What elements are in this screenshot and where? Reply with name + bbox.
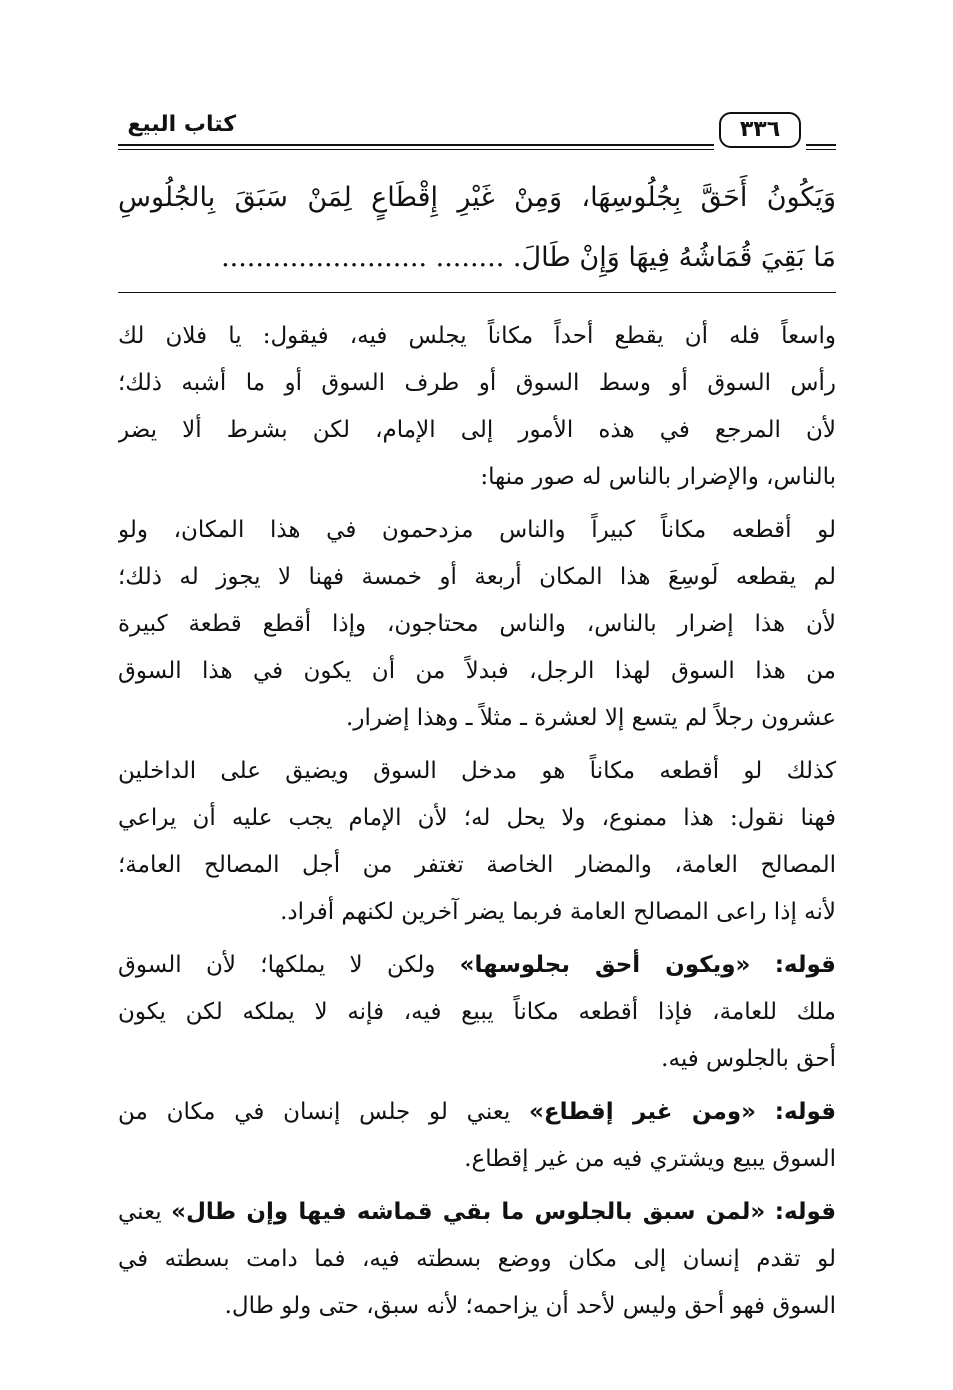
text-line xyxy=(118,1089,836,1136)
paragraph xyxy=(118,313,836,501)
text-line: لأنه إذا راعى المصالح العامة فربما يضر آخرين لكنهم أفراد. xyxy=(280,899,836,925)
text-line: لم يقطعه لَوسِعَ هذا المكان أربعة أو خمسة فهنا لا يجوز له ذلك؛ xyxy=(118,564,836,590)
paragraph xyxy=(118,507,836,742)
text-line: ملك للعامة، فإذا أقطعه مكاناً يبيع فيه، فإنه لا يملكه لكن يكون xyxy=(118,999,836,1025)
text-line xyxy=(118,942,836,989)
text-line: كذلك لو أقطعه مكاناً هو مدخل السوق ويضيق على الداخلين xyxy=(118,758,836,784)
matn-line: وَيَكُونُ أَحَقَّ بِجُلُوسِهَا، وَمِنْ غَيْرِ إِقْطَاعٍ لِمَنْ سَبَقَ بِالجُلُوسِ xyxy=(118,182,836,213)
header-rule-right xyxy=(806,144,836,146)
header-rule-left-thin xyxy=(118,149,714,150)
page-header xyxy=(118,108,836,152)
text-line: واسعاً فله أن يقطع أحداً مكاناً يجلس فيه، فيقول: يا فلان لك xyxy=(118,323,836,349)
text-run: يعني لو جلس إنسان في مكان من xyxy=(118,1099,511,1125)
text-line: لو أقطعه مكاناً كبيراً والناس مزدحمون في هذا المكان، ولو xyxy=(118,517,836,543)
matn-quote: «ويكون أحق بجلوسها» xyxy=(459,952,751,978)
qawluh-label: قوله: xyxy=(774,1099,836,1125)
matn-text xyxy=(118,168,836,288)
text-line: من هذا السوق لهذا الرجل، فبدلاً من أن يكون في هذا السوق xyxy=(118,658,836,684)
text-line: المصالح العامة، والمضار الخاصة تغتفر من أجل المصالح العامة؛ xyxy=(118,852,836,878)
text-line: رأس السوق أو وسط السوق أو طرف السوق أو ما أشبه ذلك؛ xyxy=(118,370,836,396)
matn-line: مَا بَقِيَ قُمَاشُهُ فِيهَا وَإِنْ طَالَ. ........ ........................ xyxy=(221,242,836,273)
qawluh-label: قوله: xyxy=(774,1199,836,1225)
paragraph xyxy=(118,942,836,1083)
text-run: ولكن لا يملكها؛ لأن السوق xyxy=(118,952,436,978)
text-line: أحق بالجلوس فيه. xyxy=(661,1046,836,1072)
matn-quote: «لمن سبق بالجلوس ما بقي قماشه فيها وإن طال» xyxy=(171,1199,766,1225)
text-line: لو تقدم إنسان إلى مكان ووضع بسطته فيه، فما دامت بسطته في xyxy=(118,1246,836,1272)
text-line: السوق فهو أحق وليس لأحد أن يزاحمه؛ لأنه سبق، حتى ولو طال. xyxy=(224,1293,836,1319)
header-rule-right-thin xyxy=(806,149,836,150)
text-line xyxy=(118,1189,836,1236)
qawluh-label: قوله: xyxy=(774,952,836,978)
text-line: بالناس، والإضرار بالناس له صور منها: xyxy=(480,464,836,490)
matn-divider xyxy=(118,292,836,293)
text-line: فهنا نقول: هذا ممنوع، ولا يحل له؛ لأن الإمام يجب عليه أن يراعي xyxy=(118,805,836,831)
paragraph xyxy=(118,1089,836,1183)
text-line: عشرون رجلاً لم يتسع إلا لعشرة ـ مثلاً ـ وهذا إضرار. xyxy=(346,705,836,731)
paragraph xyxy=(118,1189,836,1330)
text-line: لأن هذا إضرار بالناس، والناس محتاجون، وإذا أقطع قطعة كبيرة xyxy=(118,611,836,637)
header-rule-left xyxy=(118,144,714,146)
commentary-text xyxy=(118,313,836,1336)
text-run: يعني xyxy=(118,1199,162,1225)
book-title: كتاب البيع xyxy=(127,112,236,137)
text-line: السوق يبيع ويشتري فيه من غير إقطاع. xyxy=(464,1146,836,1172)
text-line: لأن المرجع في هذه الأمور إلى الإمام، لكن بشرط ألا يضر xyxy=(118,417,836,443)
matn-quote: «ومن غير إقطاع» xyxy=(529,1099,756,1125)
paragraph xyxy=(118,748,836,936)
page-number: ٣٣٦ xyxy=(719,112,801,148)
